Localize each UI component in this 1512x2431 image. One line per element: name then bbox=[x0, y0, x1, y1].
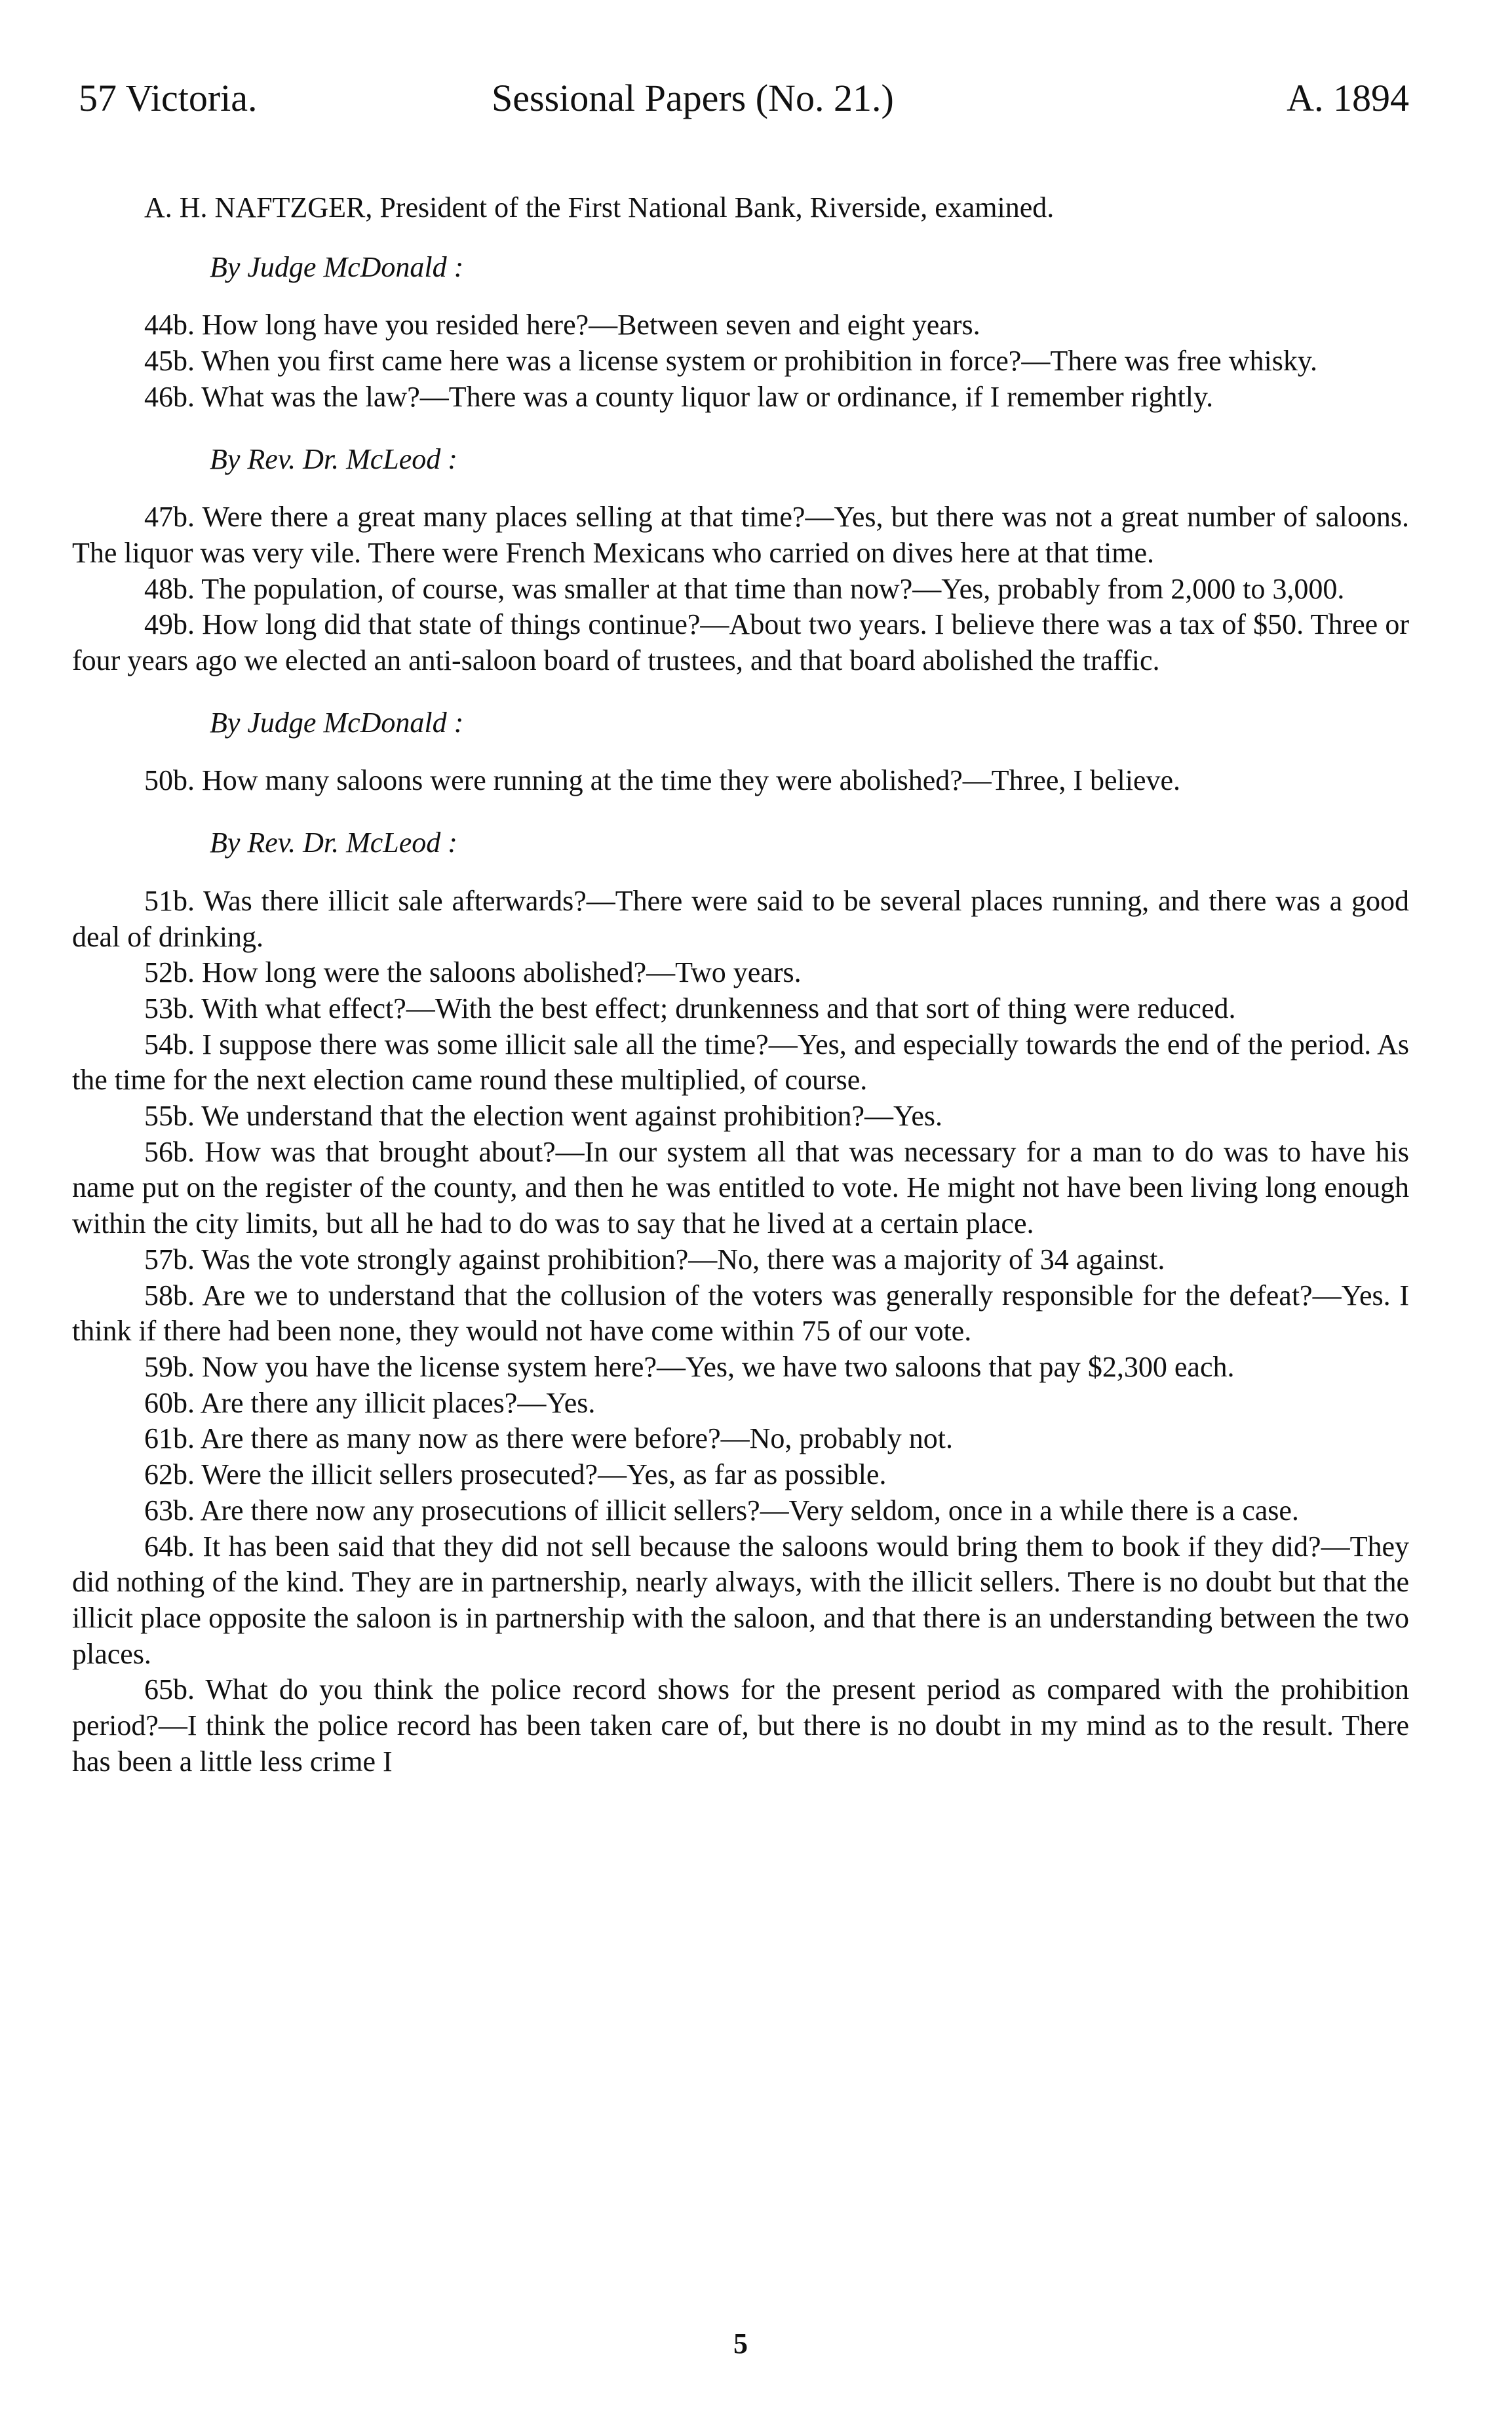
question-answer: 55b. We understand that the election went against prohibition?—Yes. bbox=[144, 1100, 943, 1133]
page-number: 5 bbox=[733, 2327, 748, 2360]
examiner-heading: By Rev. Dr. McLeod : bbox=[210, 442, 457, 475]
question-answer: 47b. Were there a great many places selling at that time?—Yes, but there was not a great number of saloons. The liquor was very vile. There were French Mexicans who carried on dives here at that time. bbox=[72, 501, 1409, 569]
header-right: A. 1894 bbox=[1287, 77, 1409, 119]
examiner-heading: By Rev. Dr. McLeod : bbox=[210, 827, 457, 859]
question-answer: 59b. Now you have the license system here?—Yes, we have two saloons that pay $2,300 each. bbox=[144, 1350, 1235, 1383]
question-answer: 50b. How many saloons were running at the time they were abolished?—Three, I believe. bbox=[144, 764, 1181, 797]
question-answer: 61b. Are there as many now as there were before?—No, probably not. bbox=[144, 1422, 954, 1455]
document-body bbox=[72, 190, 1409, 1779]
question-answer: 52b. How long were the saloons abolished?—Two years. bbox=[144, 956, 802, 989]
examiner-heading: By Judge McDonald : bbox=[210, 250, 464, 283]
question-answer: 44b. How long have you resided here?—Between seven and eight years. bbox=[144, 309, 980, 341]
examination-section bbox=[72, 825, 1409, 1779]
question-answer: 54b. I suppose there was some illicit sale all the time?—Yes, and especially towards the end of the period. As the time for the next election came round these multiplied, of course. bbox=[72, 1028, 1409, 1097]
question-answer: 60b. Are there any illicit places?—Yes. bbox=[144, 1386, 596, 1419]
question-answer: 48b. The population, of course, was smaller at that time than now?—Yes, probably from 2,000 to 3,000. bbox=[144, 572, 1345, 605]
question-answer: 49b. How long did that state of things continue?—About two years. I believe there was a tax of $50. Three or four years ago we elected an anti-saloon board of trustees, and that board abolished the traffic. bbox=[72, 608, 1409, 677]
question-answer: 57b. Was the vote strongly against prohibition?—No, there was a majority of 34 against. bbox=[144, 1243, 1165, 1275]
witness-heading: A. H. NAFTZGER, President of the First National Bank, Riverside, examined. bbox=[144, 191, 1055, 224]
header-left: 57 Victoria. bbox=[79, 77, 258, 119]
question-answer: 56b. How was that brought about?—In our system all that was necessary for a man to do was to have his name put on the register of the county, and then he was entitled to vote. He might not have been living long enough within the city limits, but all he had to do was to say that he lived at a certain place. bbox=[72, 1135, 1409, 1240]
header-center: Sessional Papers (No. 21.) bbox=[492, 77, 894, 119]
running-header bbox=[72, 72, 1409, 125]
question-answer: 45b. When you first came here was a license system or prohibition in force?—There was free whisky. bbox=[144, 345, 1317, 378]
document-page bbox=[72, 72, 1409, 2360]
examiner-heading: By Judge McDonald : bbox=[210, 706, 464, 739]
question-answer: 64b. It has been said that they did not sell because the saloons would bring them to book if they did?—They did nothing of the kind. They are in partnership, nearly always, with the illicit sellers. There is no doubt but that the illicit place opposite the saloon is in partnership with the saloon, and that there is an understanding between the two places. bbox=[72, 1530, 1409, 1670]
question-answer: 63b. Are there now any prosecutions of illicit sellers?—Very seldom, once in a while there is a case. bbox=[144, 1494, 1299, 1527]
question-answer: 46b. What was the law?—There was a county liquor law or ordinance, if I remember rightly. bbox=[144, 380, 1214, 413]
question-answer: 62b. Were the illicit sellers prosecuted?—Yes, as far as possible. bbox=[144, 1458, 887, 1491]
question-answer: 51b. Was there illicit sale afterwards?—There were said to be several places running, and there was a good deal of drinking. bbox=[72, 884, 1409, 953]
question-answer: 65b. What do you think the police record shows for the present period as compared with the prohibition period?—I think the police record has been taken care of, but there is no doubt in my mind as to the result. There has been a little less crime I bbox=[72, 1673, 1409, 1778]
question-answer: 58b. Are we to understand that the collusion of the voters was generally responsible for the defeat?—Yes. I think if there had been none, they would not have come within 75 of our vote. bbox=[72, 1279, 1409, 1348]
examination-section bbox=[72, 442, 1409, 679]
examination-section bbox=[72, 705, 1409, 799]
examination-section bbox=[72, 250, 1409, 416]
question-answer: 53b. With what effect?—With the best effect; drunkenness and that sort of thing were reduced. bbox=[144, 992, 1236, 1024]
